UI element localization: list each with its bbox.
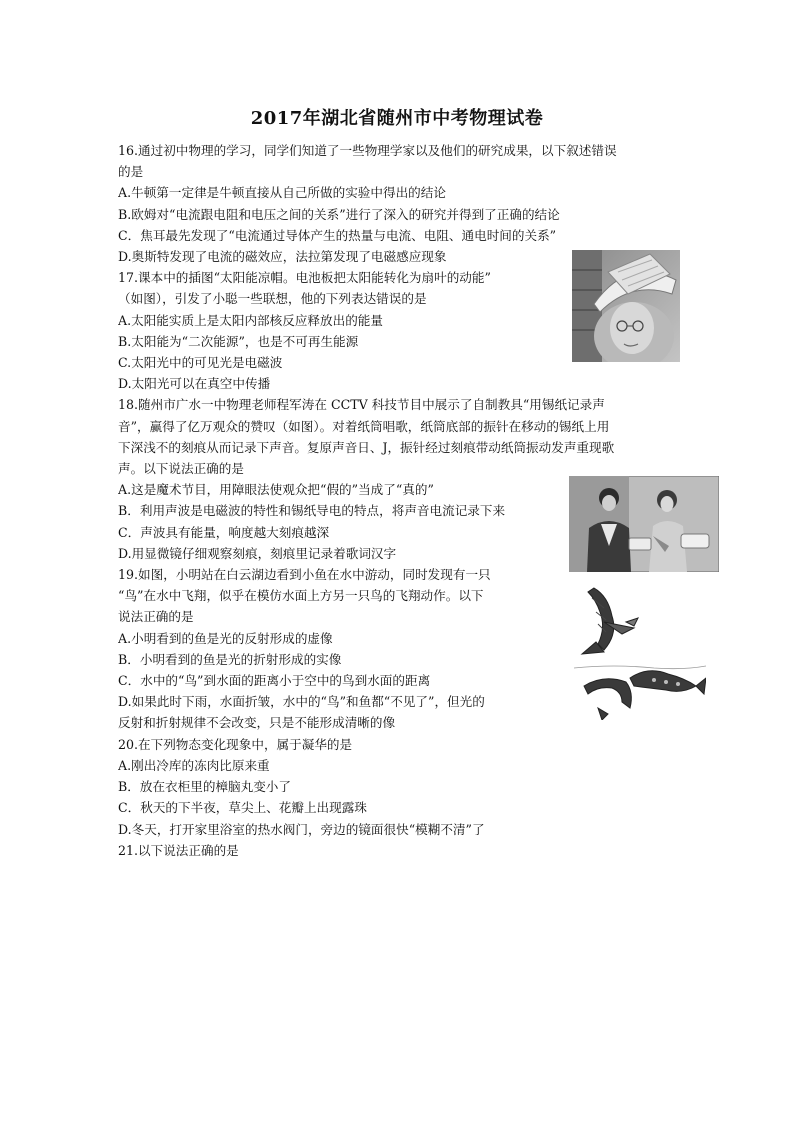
question-stem: 16.通过初中物理的学习，同学们知道了一些物理学家以及他们的研究成果，以下叙述错误	[118, 143, 617, 158]
answer-option: A.牛顿第一定律是牛顿直接从自己所做的实验中得出的结论	[118, 185, 446, 201]
answer-option: B．放在衣柜里的樟脑丸变小了	[118, 779, 291, 795]
question-stem: 19.如图，小明站在白云湖边看到小鱼在水中游动，同时发现有一只	[118, 567, 491, 583]
answer-option: C.太阳光中的可见光是电磁波	[118, 355, 283, 371]
question-stem: 说法正确的是	[118, 609, 194, 625]
question-20	[118, 734, 678, 840]
question-21	[118, 840, 678, 861]
answer-option: C．水中的“鸟”到水面的距离小于空中的鸟到水面的距离	[118, 673, 431, 689]
answer-option: A.太阳能实质上是太阳内部核反应释放出的能量	[118, 312, 383, 328]
bird-and-fish-drawing	[574, 582, 706, 720]
answer-option: A.刚出冷库的冻肉比原来重	[118, 757, 270, 773]
question-stem: 17.课本中的插图“太阳能凉帽。电池板把太阳能转化为扇叶的动能”	[118, 270, 491, 286]
question-16	[118, 140, 678, 267]
answer-option: 反射和折射规律不会改变，只是不能形成清晰的像	[118, 715, 396, 731]
answer-option: B.太阳能为“二次能源”，也是不可再生能源	[118, 333, 359, 349]
teacher-demo-photo	[569, 476, 719, 572]
question-stem: 21.以下说法正确的是	[118, 842, 239, 858]
answer-option: B．利用声波是电磁波的特性和锡纸导电的特点，将声音电流记录下来	[118, 503, 506, 519]
question-stem: 下深浅不的刻痕从而记录下声音。复原声音日、J，振针经过刻痕带动纸筒振动发声重现歌	[118, 439, 615, 455]
answer-option: A.这是魔术节目，用障眼法使观众把“假的”当成了“真的”	[118, 482, 434, 498]
question-stem: 声。以下说法正确的是	[118, 461, 244, 477]
question-stem: （如图），引发了小聪一些联想，他的下列表达错误的是	[118, 291, 427, 307]
question-stem: 18.随州市广水一中物理老师程军涛在 CCTV 科技节目中展示了自制教具“用锡纸记录声	[118, 397, 605, 413]
question-stem: 20.在下列物态变化现象中，属于凝华的是	[118, 736, 353, 752]
answer-option: C．秋天的下半夜，草尖上、花瓣上出现露珠	[118, 800, 367, 816]
solar-hat-photo	[572, 250, 680, 362]
answer-option: B.欧姆对“电流跟电阻和电压之间的关系”进行了深入的研究并得到了正确的结论	[118, 206, 560, 222]
answer-option: D.冬天，打开家里浴室的热水阀门，旁边的镜面很快“模糊不清”了	[118, 821, 485, 837]
answer-option: D.奥斯特发现了电流的磁效应，法拉第发现了电磁感应现象	[118, 249, 447, 265]
question-stem: 音”，赢得了亿万观众的赞叹（如图）。对着纸筒唱歌，纸筒底部的振针在移动的锡纸上用	[118, 418, 610, 434]
answer-option: C．焦耳最先发现了“电流通过导体产生的热量与电流、电阻、通电时间的关系”	[118, 227, 557, 243]
question-stem: 的是	[118, 164, 144, 180]
answer-option: D.太阳光可以在真空中传播	[118, 376, 271, 392]
answer-option: A.小明看到的鱼是光的反射形成的虚像	[118, 630, 333, 646]
question-stem: “鸟”在水中飞翔，似乎在模仿水面上方另一只鸟的飞翔动作。以下	[118, 588, 484, 604]
answer-option: B．小明看到的鱼是光的折射形成的实像	[118, 651, 342, 667]
answer-option: D.用显微镜仔细观察刻痕，刻痕里记录着歌词汉字	[118, 545, 397, 561]
answer-option: D.如果此时下雨，水面折皱，水中的“鸟”和鱼都“不见了”，但光的	[118, 694, 485, 710]
answer-option: C．声波具有能量，响度越大刻痕越深	[118, 524, 330, 540]
page-title: 2017年湖北省随州市中考物理试卷	[250, 108, 544, 129]
